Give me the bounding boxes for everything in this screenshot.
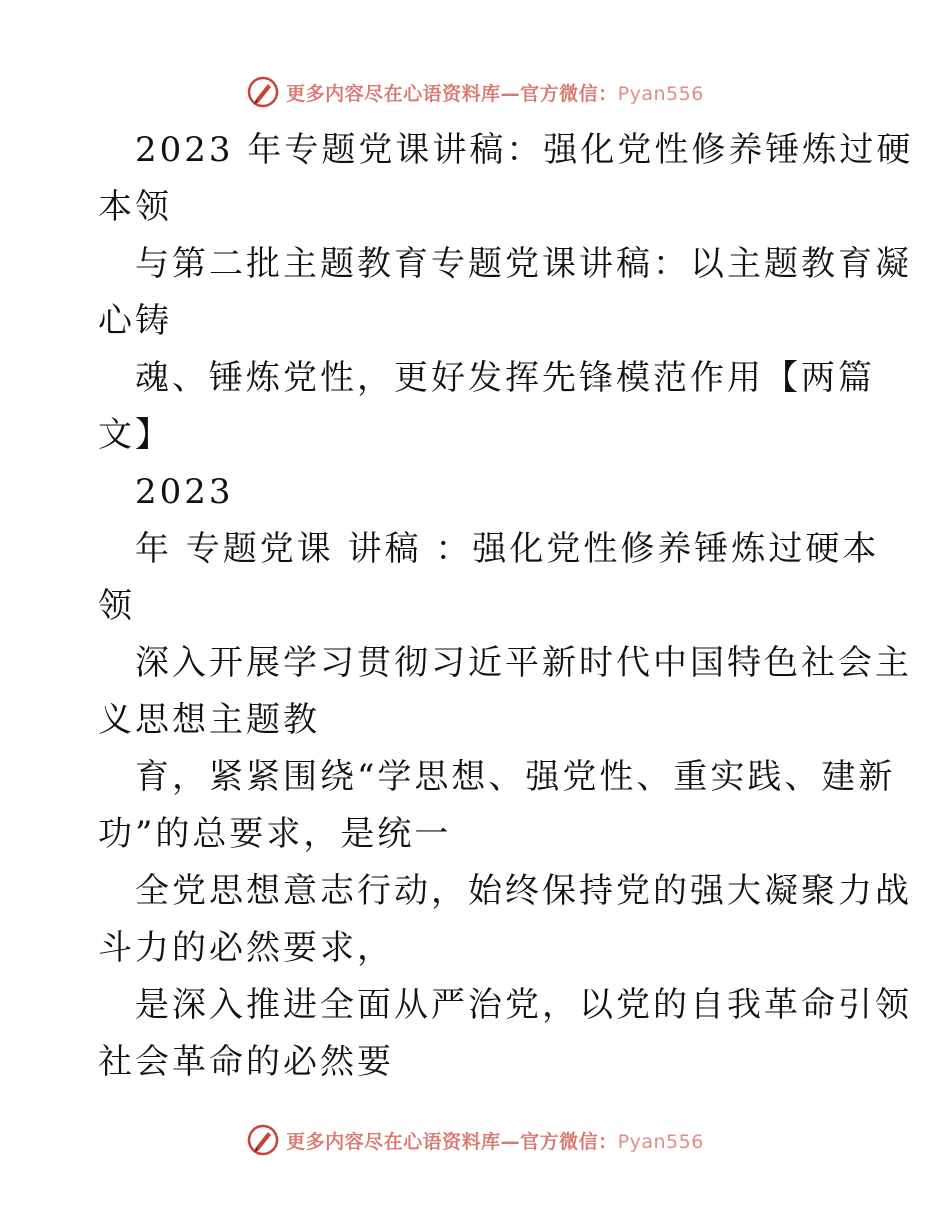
text-line: 2023 (135, 472, 234, 512)
text-line: 与第二批主题教育专题党课讲稿：以主题教育凝 (135, 244, 912, 284)
header-watermark (0, 72, 950, 112)
text-line: 魂、锤炼党性，更好发挥先锋模范作用【两篇 (135, 358, 875, 398)
text-line: 文】 (98, 415, 172, 455)
text-line: 年 专题党课 讲稿 ：强化党性修养锤炼过硬本 (135, 529, 880, 569)
text-line: 育，紧紧围绕“学思想、强党性、重实践、建新 (135, 757, 896, 797)
text-line: 2023 年专题党课讲稿：强化党性修养锤炼过硬 (135, 130, 914, 170)
footer-watermark (0, 1120, 950, 1160)
text-line: 功”的总要求，是统一 (98, 814, 452, 854)
text-line: 社会革命的必然要 (98, 1042, 394, 1082)
watermark-text: 更多内容尽在心语资料库—官方微信： (286, 82, 618, 105)
text-line: 领 (98, 586, 135, 626)
text-line: 义思想主题教 (98, 700, 320, 740)
text-line: 深入开展学习贯彻习近平新时代中国特色社会主 (135, 643, 912, 683)
pen-logo-icon (246, 75, 280, 109)
document-body (98, 122, 914, 1091)
watermark-text: 更多内容尽在心语资料库—官方微信： (286, 1130, 618, 1153)
watermark-id: Pyan556 (617, 1130, 704, 1153)
text-line: 心铸 (98, 301, 172, 341)
watermark-id: Pyan556 (617, 82, 704, 105)
text-line: 斗力的必然要求， (98, 928, 394, 968)
text-line: 本领 (98, 187, 172, 227)
text-line: 全党思想意志行动，始终保持党的强大凝聚力战 (135, 871, 912, 911)
text-line: 是深入推进全面从严治党，以党的自我革命引领 (135, 985, 912, 1025)
pen-logo-icon (246, 1123, 280, 1157)
